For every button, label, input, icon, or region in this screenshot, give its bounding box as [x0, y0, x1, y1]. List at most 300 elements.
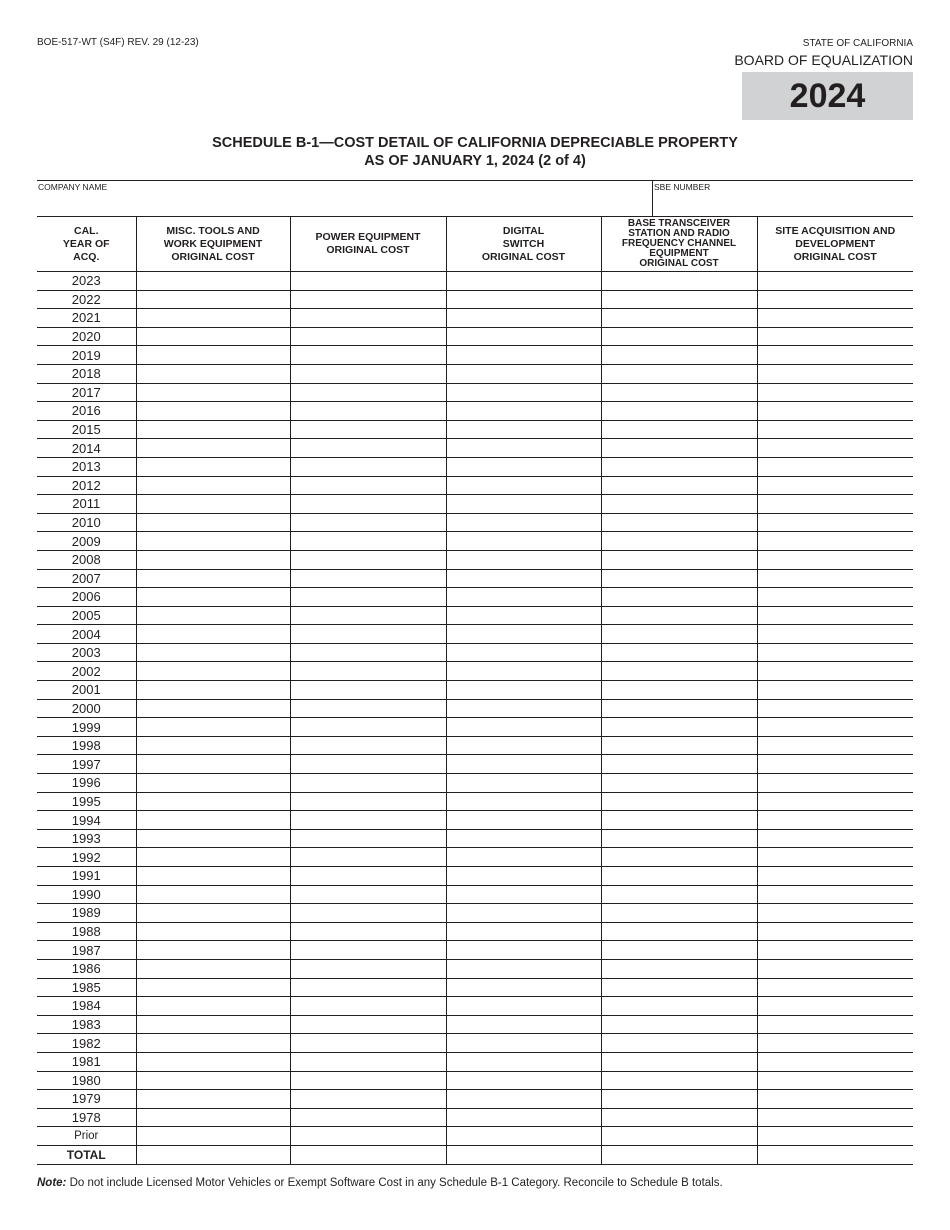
cost-input[interactable] [758, 681, 914, 699]
cost-input[interactable] [758, 1127, 914, 1145]
cost-input[interactable] [137, 625, 290, 643]
cost-input[interactable] [758, 811, 914, 829]
cost-input[interactable] [602, 681, 757, 699]
cost-input[interactable] [758, 495, 914, 513]
cost-input[interactable] [137, 662, 290, 680]
cost-input[interactable] [137, 1127, 290, 1145]
cost-input[interactable] [291, 272, 446, 290]
cost-input[interactable] [291, 1127, 446, 1145]
cost-input[interactable] [137, 1072, 290, 1090]
col-base-transceiver-cell [601, 922, 757, 941]
cost-input[interactable] [137, 997, 290, 1015]
cost-input[interactable] [447, 402, 601, 420]
cost-input[interactable] [758, 923, 914, 941]
cost-input[interactable] [758, 700, 914, 718]
cost-input[interactable] [137, 1016, 290, 1034]
header-line: ORIGINAL COST [326, 244, 410, 256]
cost-input[interactable] [758, 830, 914, 848]
cost-input[interactable] [602, 1053, 757, 1071]
table-row [37, 718, 913, 737]
cost-input[interactable] [291, 1146, 446, 1164]
cost-input[interactable] [137, 421, 290, 439]
cost-input[interactable] [602, 867, 757, 885]
col-site-acquisition-cell [757, 513, 913, 532]
cost-input[interactable] [447, 346, 601, 364]
cost-input[interactable] [602, 997, 757, 1015]
year-cell: 2012 [37, 476, 136, 495]
cost-input[interactable] [447, 625, 601, 643]
cost-input[interactable] [137, 328, 290, 346]
col-misc-tools-cell [136, 495, 290, 514]
cost-input[interactable] [758, 774, 914, 792]
cost-input[interactable] [602, 793, 757, 811]
cost-input[interactable] [602, 644, 757, 662]
col-base-transceiver-cell [601, 569, 757, 588]
cost-input[interactable] [291, 811, 446, 829]
cost-input[interactable] [447, 272, 601, 290]
cost-input[interactable] [137, 272, 290, 290]
cost-input[interactable] [602, 384, 757, 402]
cost-input[interactable] [137, 793, 290, 811]
cost-input[interactable] [602, 700, 757, 718]
cost-input[interactable] [137, 439, 290, 457]
cost-input[interactable] [291, 979, 446, 997]
table-row [37, 588, 913, 607]
cost-input[interactable] [447, 1053, 601, 1071]
cost-input[interactable] [447, 923, 601, 941]
cost-input[interactable] [447, 1090, 601, 1108]
cost-input[interactable] [447, 886, 601, 904]
cost-input[interactable] [758, 662, 914, 680]
cost-input[interactable] [447, 997, 601, 1015]
col-power-equipment-cell [290, 736, 446, 755]
cost-input[interactable] [291, 644, 446, 662]
table-row [37, 885, 913, 904]
header-line: DIGITAL [502, 224, 545, 237]
sbe-number-input[interactable] [653, 193, 914, 215]
col-site-acquisition-cell [757, 1071, 913, 1090]
cost-input[interactable] [758, 718, 914, 736]
cost-input[interactable] [602, 551, 757, 569]
cost-input[interactable] [447, 309, 601, 327]
table-row [37, 495, 913, 514]
cost-input[interactable] [137, 960, 290, 978]
cost-input[interactable] [447, 644, 601, 662]
cost-input[interactable] [447, 532, 601, 550]
cost-input[interactable] [291, 793, 446, 811]
cost-input[interactable] [291, 477, 446, 495]
cost-input[interactable] [758, 793, 914, 811]
cost-input[interactable] [291, 495, 446, 513]
cost-input[interactable] [447, 291, 601, 309]
cost-input[interactable] [447, 793, 601, 811]
cost-input[interactable] [137, 384, 290, 402]
cost-input[interactable] [291, 291, 446, 309]
cost-input[interactable] [758, 328, 914, 346]
cost-input[interactable] [602, 514, 757, 532]
cost-input[interactable] [291, 365, 446, 383]
cost-input[interactable] [137, 755, 290, 773]
col-site-acquisition-cell [757, 606, 913, 625]
cost-input[interactable] [137, 1146, 290, 1164]
header-line: ORIGINAL COST [481, 250, 566, 263]
cost-input[interactable] [758, 272, 914, 290]
cost-input[interactable] [758, 365, 914, 383]
cost-input[interactable] [602, 291, 757, 309]
col-misc-tools-cell [136, 1071, 290, 1090]
cost-input[interactable] [602, 532, 757, 550]
cost-input[interactable] [291, 458, 446, 476]
cost-input[interactable] [137, 811, 290, 829]
cost-input[interactable] [291, 1072, 446, 1090]
cost-input[interactable] [758, 904, 914, 922]
cost-input[interactable] [758, 514, 914, 532]
cost-input[interactable] [602, 477, 757, 495]
cost-input[interactable] [291, 328, 446, 346]
cost-input[interactable] [602, 662, 757, 680]
cost-input[interactable] [291, 384, 446, 402]
cost-input[interactable] [602, 755, 757, 773]
cost-input[interactable] [137, 1034, 290, 1052]
cost-input[interactable] [447, 904, 601, 922]
cost-input[interactable] [602, 309, 757, 327]
col-base-transceiver-cell [601, 625, 757, 644]
cost-input[interactable] [758, 941, 914, 959]
cost-input[interactable] [137, 551, 290, 569]
cost-input[interactable] [291, 309, 446, 327]
cost-input[interactable] [291, 625, 446, 643]
col-digital-switch-cell [446, 290, 601, 309]
col-site-acquisition-cell [757, 1015, 913, 1034]
col-digital-switch-cell [446, 532, 601, 551]
cost-input[interactable] [291, 718, 446, 736]
cost-input[interactable] [602, 421, 757, 439]
cost-input[interactable] [137, 1109, 290, 1127]
cost-input[interactable] [291, 402, 446, 420]
table-row [37, 941, 913, 960]
cost-input[interactable] [291, 551, 446, 569]
cost-input[interactable] [291, 1034, 446, 1052]
cost-input[interactable] [602, 588, 757, 606]
cost-input[interactable] [447, 941, 601, 959]
cost-input[interactable] [291, 997, 446, 1015]
cost-input[interactable] [602, 1016, 757, 1034]
cost-input[interactable] [758, 588, 914, 606]
cost-input[interactable] [447, 848, 601, 866]
cost-input[interactable] [602, 923, 757, 941]
cost-input[interactable] [291, 514, 446, 532]
cost-input[interactable] [758, 384, 914, 402]
form-id: BOE-517-WT (S4F) REV. 29 (12-23) [37, 37, 199, 48]
table-row [37, 1145, 913, 1164]
cost-input[interactable] [291, 1016, 446, 1034]
cost-input[interactable] [447, 960, 601, 978]
cost-input[interactable] [602, 979, 757, 997]
cost-input[interactable] [758, 1090, 914, 1108]
cost-input[interactable] [137, 402, 290, 420]
col-digital-switch-cell [446, 643, 601, 662]
cost-input[interactable] [137, 309, 290, 327]
cost-input[interactable] [447, 514, 601, 532]
cost-input[interactable] [602, 904, 757, 922]
cost-input[interactable] [602, 848, 757, 866]
cost-input[interactable] [758, 439, 914, 457]
cost-input[interactable] [758, 1034, 914, 1052]
cost-input[interactable] [137, 346, 290, 364]
cost-input[interactable] [447, 1072, 601, 1090]
cost-input[interactable] [137, 848, 290, 866]
year-cell: 2003 [37, 643, 136, 662]
col-digital-switch-cell [446, 941, 601, 960]
cost-input[interactable] [291, 755, 446, 773]
col-power-equipment-cell [290, 699, 446, 718]
year-cell: 1998 [37, 736, 136, 755]
cost-input[interactable] [447, 1127, 601, 1145]
year-cell: 1993 [37, 829, 136, 848]
cost-input[interactable] [758, 960, 914, 978]
cost-input[interactable] [137, 886, 290, 904]
cost-input[interactable] [291, 886, 446, 904]
col-power-equipment-cell [290, 1071, 446, 1090]
cost-input[interactable] [137, 588, 290, 606]
cost-input[interactable] [291, 1053, 446, 1071]
cost-input[interactable] [758, 551, 914, 569]
cost-input[interactable] [758, 532, 914, 550]
cost-input[interactable] [291, 421, 446, 439]
col-digital-switch-cell [446, 606, 601, 625]
cost-input[interactable] [291, 662, 446, 680]
cost-input[interactable] [602, 718, 757, 736]
cost-input[interactable] [137, 495, 290, 513]
cost-input[interactable] [447, 495, 601, 513]
cost-input[interactable] [447, 718, 601, 736]
cost-input[interactable] [758, 997, 914, 1015]
cost-input[interactable] [291, 588, 446, 606]
cost-input[interactable] [137, 458, 290, 476]
cost-input[interactable] [137, 774, 290, 792]
cost-input[interactable] [602, 607, 757, 625]
cost-input[interactable] [602, 830, 757, 848]
col-digital-switch-cell [446, 1127, 601, 1146]
cost-input[interactable] [291, 346, 446, 364]
cost-input[interactable] [137, 830, 290, 848]
cost-input[interactable] [758, 1109, 914, 1127]
cost-input[interactable] [447, 328, 601, 346]
cost-input[interactable] [291, 1109, 446, 1127]
cost-input[interactable] [602, 1146, 757, 1164]
cost-input[interactable] [758, 979, 914, 997]
cost-input[interactable] [291, 774, 446, 792]
cost-input[interactable] [291, 904, 446, 922]
cost-input[interactable] [447, 755, 601, 773]
cost-input[interactable] [758, 755, 914, 773]
cost-input[interactable] [137, 291, 290, 309]
cost-input[interactable] [447, 830, 601, 848]
cost-input[interactable] [447, 774, 601, 792]
cost-input[interactable] [758, 1053, 914, 1071]
cost-input[interactable] [291, 867, 446, 885]
col-base-transceiver-header [601, 217, 757, 272]
col-base-transceiver-cell [601, 681, 757, 700]
cost-input[interactable] [602, 960, 757, 978]
cost-input[interactable] [291, 830, 446, 848]
cost-input[interactable] [447, 607, 601, 625]
cost-input[interactable] [447, 700, 601, 718]
cost-input[interactable] [447, 737, 601, 755]
cost-input[interactable] [602, 402, 757, 420]
cost-input[interactable] [758, 570, 914, 588]
cost-input[interactable] [447, 439, 601, 457]
col-power-equipment-cell [290, 383, 446, 402]
cost-input[interactable] [137, 514, 290, 532]
cost-input[interactable] [291, 700, 446, 718]
cost-input[interactable] [758, 625, 914, 643]
cost-input[interactable] [447, 588, 601, 606]
header-line: DEVELOPMENT [795, 237, 876, 250]
col-site-acquisition-cell [757, 420, 913, 439]
cost-input[interactable] [447, 1109, 601, 1127]
cost-input[interactable] [447, 477, 601, 495]
cost-input[interactable] [602, 272, 757, 290]
cost-input[interactable] [602, 458, 757, 476]
cost-input[interactable] [137, 737, 290, 755]
cost-input[interactable] [447, 458, 601, 476]
cost-input[interactable] [137, 904, 290, 922]
cost-input[interactable] [137, 867, 290, 885]
col-digital-switch-cell [446, 420, 601, 439]
cost-input[interactable] [602, 439, 757, 457]
cost-input[interactable] [602, 1090, 757, 1108]
col-base-transceiver-cell [601, 811, 757, 830]
cost-input[interactable] [758, 291, 914, 309]
cost-input[interactable] [137, 979, 290, 997]
cost-input[interactable] [602, 1072, 757, 1090]
year-cell: 1989 [37, 904, 136, 923]
cost-input[interactable] [602, 328, 757, 346]
cost-input[interactable] [291, 607, 446, 625]
cost-input[interactable] [137, 477, 290, 495]
table-row [37, 681, 913, 700]
cost-input[interactable] [447, 1146, 601, 1164]
cost-input[interactable] [137, 607, 290, 625]
year-cell: 2011 [37, 495, 136, 514]
cost-input[interactable] [447, 662, 601, 680]
table-row [37, 290, 913, 309]
cost-input[interactable] [137, 570, 290, 588]
cost-input[interactable] [758, 886, 914, 904]
cost-input[interactable] [602, 886, 757, 904]
cost-input[interactable] [137, 941, 290, 959]
cost-input[interactable] [137, 681, 290, 699]
cost-input[interactable] [137, 532, 290, 550]
cost-input[interactable] [447, 570, 601, 588]
cost-input[interactable] [758, 309, 914, 327]
col-base-transceiver-cell [601, 978, 757, 997]
cost-input[interactable] [447, 681, 601, 699]
cost-input[interactable] [291, 532, 446, 550]
cost-input[interactable] [291, 681, 446, 699]
cost-input[interactable] [291, 923, 446, 941]
cost-input[interactable] [291, 848, 446, 866]
cost-input[interactable] [602, 941, 757, 959]
col-site-acquisition-cell [757, 922, 913, 941]
cost-input[interactable] [758, 346, 914, 364]
cost-input[interactable] [602, 737, 757, 755]
cost-input[interactable] [602, 570, 757, 588]
cost-input[interactable] [758, 458, 914, 476]
cost-input[interactable] [758, 644, 914, 662]
cost-input[interactable] [447, 384, 601, 402]
cost-input[interactable] [758, 1146, 914, 1164]
col-power-equipment-cell [290, 569, 446, 588]
cost-input[interactable] [137, 1090, 290, 1108]
cost-input[interactable] [758, 607, 914, 625]
col-power-equipment-header [290, 217, 446, 272]
cost-input[interactable] [758, 848, 914, 866]
cost-input[interactable] [291, 737, 446, 755]
cost-input[interactable] [137, 365, 290, 383]
col-site-acquisition-cell [757, 346, 913, 365]
cost-input[interactable] [758, 867, 914, 885]
cost-input[interactable] [137, 644, 290, 662]
note [37, 1177, 723, 1189]
cost-input[interactable] [758, 1072, 914, 1090]
cost-input[interactable] [602, 1127, 757, 1145]
cost-input[interactable] [758, 737, 914, 755]
cost-input[interactable] [758, 421, 914, 439]
cost-input[interactable] [447, 1034, 601, 1052]
cost-input[interactable] [602, 811, 757, 829]
cost-input[interactable] [602, 1034, 757, 1052]
cost-input[interactable] [602, 365, 757, 383]
cost-input[interactable] [602, 346, 757, 364]
cost-input[interactable] [447, 1016, 601, 1034]
cost-input[interactable] [291, 960, 446, 978]
cost-input[interactable] [137, 923, 290, 941]
cost-input[interactable] [291, 439, 446, 457]
cost-input[interactable] [137, 718, 290, 736]
cost-input[interactable] [447, 979, 601, 997]
cost-input[interactable] [291, 941, 446, 959]
cost-input[interactable] [758, 402, 914, 420]
cost-input[interactable] [447, 811, 601, 829]
cost-input[interactable] [758, 477, 914, 495]
cost-input[interactable] [602, 625, 757, 643]
cost-input[interactable] [447, 551, 601, 569]
year-cell: 2018 [37, 364, 136, 383]
col-misc-tools-cell [136, 402, 290, 421]
col-site-acquisition-cell [757, 625, 913, 644]
cost-input[interactable] [447, 421, 601, 439]
cost-input[interactable] [447, 867, 601, 885]
cost-input[interactable] [291, 1090, 446, 1108]
cost-input[interactable] [602, 495, 757, 513]
company-name-input[interactable] [37, 193, 652, 215]
cost-input[interactable] [137, 700, 290, 718]
col-digital-switch-cell [446, 625, 601, 644]
table-row [37, 1108, 913, 1127]
header-line: WORK EQUIPMENT [163, 237, 263, 250]
cost-input[interactable] [137, 1053, 290, 1071]
cost-input[interactable] [291, 570, 446, 588]
year-cell: 2002 [37, 662, 136, 681]
cost-input[interactable] [602, 774, 757, 792]
col-power-equipment-cell [290, 272, 446, 291]
col-power-equipment-cell [290, 1127, 446, 1146]
cost-input[interactable] [758, 1016, 914, 1034]
cost-input[interactable] [447, 365, 601, 383]
cost-input[interactable] [602, 1109, 757, 1127]
